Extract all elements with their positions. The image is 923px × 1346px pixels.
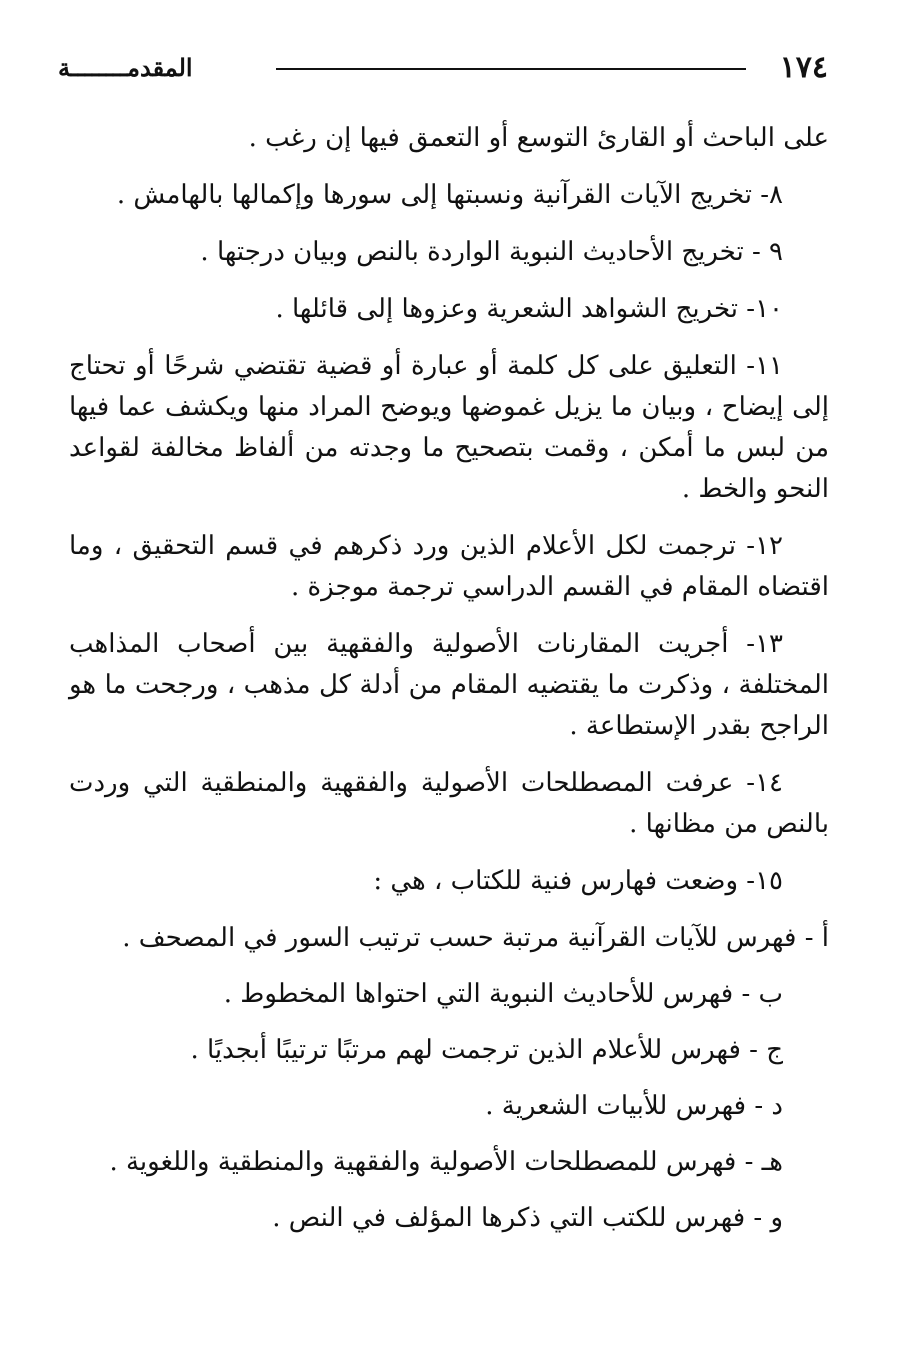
index-item-h: هـ - فهرس للمصطلحات الأصولية والفقهية والمنطقية واللغوية . [109, 1147, 783, 1177]
section-title: المقدمــــــــة [58, 53, 193, 82]
index-item-j: ج - فهرس للأعلام الذين ترجمت لهم مرتبًا ترتيبًا أبجديًا . [190, 1035, 783, 1065]
paragraph-continuation: على الباحث أو القارئ التوسع أو التعمق فيها إن رغب . [248, 123, 829, 153]
paragraph-item-9: ٩ - تخريج الأحاديث النبوية الواردة بالنص وبيان درجتها . [200, 237, 783, 267]
index-item-a: أ - فهرس للآيات القرآنية مرتبة حسب ترتيب السور في المصحف . [122, 923, 829, 953]
index-item-w: و - فهرس للكتب التي ذكرها المؤلف في النص . [272, 1203, 783, 1233]
paragraph-item-15: ١٥- وضعت فهارس فنية للكتاب ، هي : [373, 866, 783, 896]
paragraph-item-14: ١٤- عرفت المصطلحات الأصولية والفقهية والمنطقية التي وردت بالنص من مظانها . [69, 768, 829, 839]
paragraph-item-11: ١١- التعليق على كل كلمة أو عبارة أو قضية تقتضي شرحًا أو تحتاج إلى إيضاح ، وبيان ما يزيل غموضها ويوضح المراد منها ويكشف عما فيها من لبس ما أمكن ، وقمت بتصحيح ما وجدته من ألفاظ مخالفة لقواعد النحو والخط . [69, 351, 829, 504]
index-item-b: ب - فهرس للأحاديث النبوية التي احتواها المخطوط . [223, 979, 783, 1009]
paragraph-item-8: ٨- تخريج الآيات القرآنية ونسبتها إلى سورها وإكمالها بالهامش . [116, 180, 783, 210]
index-item-d: د - فهرس للأبيات الشعرية . [485, 1091, 783, 1121]
paragraph-item-10: ١٠- تخريج الشواهد الشعرية وعزوها إلى قائلها . [275, 294, 783, 324]
page-number: ١٧٤ [779, 50, 828, 85]
paragraph-item-13: ١٣- أجريت المقارنات الأصولية والفقهية بين أصحاب المذاهب المختلفة ، وذكرت ما يقتضيه المقام من أدلة كل مذهب ، ورجحت ما هو الراجح بقدر الإستطاعة . [69, 629, 829, 741]
paragraph-item-12: ١٢- ترجمت لكل الأعلام الذين ورد ذكرهم في قسم التحقيق ، وما اقتضاه المقام في القسم الدراسي ترجمة موجزة . [69, 531, 829, 602]
header-rule [276, 68, 746, 70]
running-header [58, 48, 828, 88]
index-list [69, 918, 829, 1239]
body-text [69, 118, 829, 1254]
